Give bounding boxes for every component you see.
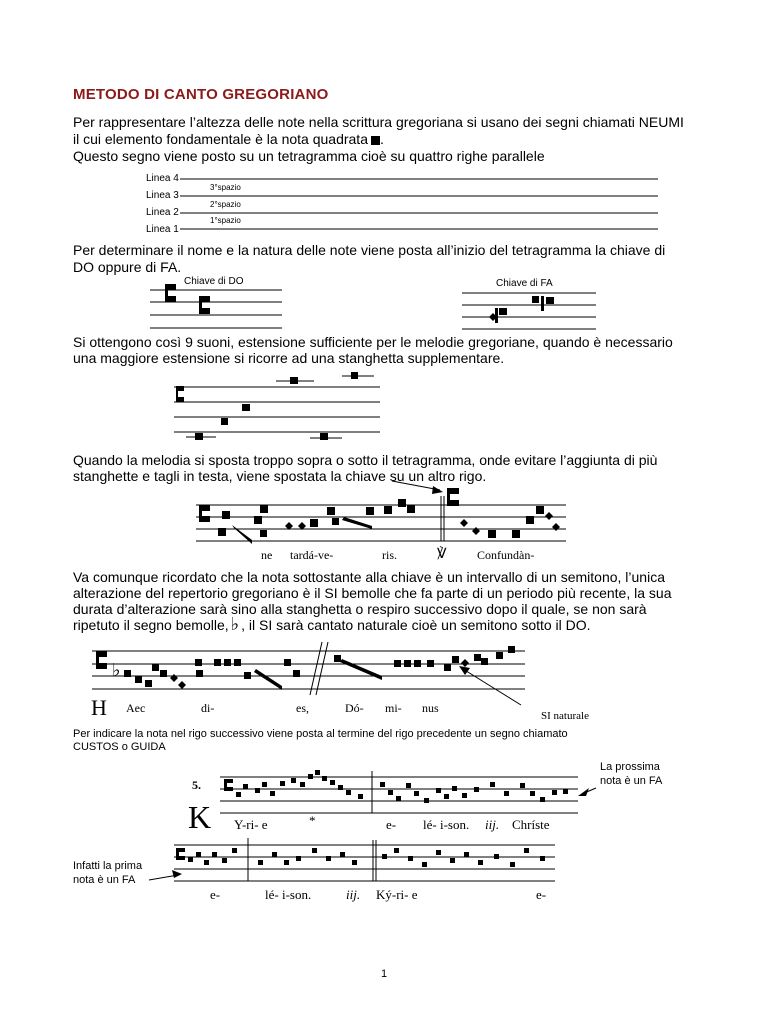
intro-line-1: Per rappresentare l’altezza delle note nella scrittura gregoriana si usano dei segni chiamati NEUMI — [73, 114, 684, 130]
intro-line-2: il cui elemento fondamentale è la nota quadrata . — [73, 131, 384, 147]
move-line-2: stanghette e tagli in testa, viene spostata la chiave su un altro rigo. — [73, 468, 487, 484]
range-line-2: una maggiore estensione si ricorre ad una stanghetta supplementare. — [73, 350, 505, 366]
flat-lyric-3: es, — [296, 701, 309, 715]
intro-line-3: Questo segno viene posto su un tetragramma cioè su quattro righe parallele — [73, 148, 545, 164]
keys-line-1: Per determinare il nome e la natura delle note viene posta all’inizio del tetragramma la chiave di — [73, 242, 666, 258]
move-lyric-2: tardá-ve- — [290, 548, 334, 562]
custos-lyric-1-4: lé- i-son. — [423, 817, 470, 832]
custos-lyric-1-1: Y-ri- e — [234, 817, 268, 832]
move-lyric-3: ris. — [382, 548, 397, 562]
fa-key-label: Chiave di FA — [496, 278, 553, 289]
do-key-label: Chiave di DO — [184, 276, 244, 287]
move-lyric-1: ne — [261, 548, 273, 562]
custos-lyric-1-2: * — [309, 813, 316, 828]
flat-lyric-6: nus — [422, 701, 439, 715]
label-linea-2: Linea 2 — [146, 207, 179, 218]
custos-lyric-2-4: Ký-ri- e — [376, 887, 418, 902]
si-naturale-label: SI naturale — [541, 710, 589, 722]
label-linea-1: Linea 1 — [146, 224, 179, 235]
flat-line-4: ripetuto il segno bemolle, ♭ , il SI sarà cantato naturale cioè un semitono sotto il DO. — [73, 614, 591, 634]
flat-lyric-1: Aec — [126, 701, 146, 715]
flat-line-3: durata d’alterazione sarà sino alla stanghetta o respiro successivo dopo il quale, se non sarà — [73, 601, 647, 617]
move-line-1: Quando la melodia si sposta troppo sopra o sotto il tetragramma, onde evitare l’aggiunta di più — [73, 452, 658, 468]
keys-line-2: DO oppure di FA. — [73, 259, 182, 275]
custos-lyric-2-5: e- — [536, 887, 547, 902]
label-linea-4: Linea 4 — [146, 173, 179, 184]
flat-sign-icon: ♭ — [230, 614, 240, 634]
custos-note-right-1: La prossima — [600, 761, 660, 773]
page-number: 1 — [381, 968, 388, 980]
move-lyric-versicle: ℣ — [437, 547, 447, 562]
range-line-1: Si ottengono così 9 suoni, estensione sufficiente per le melodie gregoriane, quando è necessario — [73, 334, 673, 350]
svg-text:♭: ♭ — [112, 660, 121, 681]
label-spazio-2: 2°spazio — [210, 200, 241, 209]
custos-note-left-2: nota è un FA — [73, 874, 136, 886]
custos-lyric-1-6: Chríste — [512, 817, 550, 832]
custos-line-1: Per indicare la nota nel rigo successivo viene posta al termine del rigo precedente un segno chiamato — [73, 728, 568, 740]
custos-lyric-2-3: iij. — [346, 887, 361, 902]
flat-lyric-4: Dó- — [345, 701, 364, 715]
custos-lyric-2-2: lé- i-son. — [265, 887, 312, 902]
custos-number: 5. — [192, 778, 201, 792]
flat-initial: H — [91, 695, 107, 720]
flat-line-2: alterazione del repertorio gregoriano è il SI bemolle che fa parte di un periodo più recente, la sua — [73, 585, 672, 601]
flat-line-1: Va comunque ricordato che la nota sottostante alla chiave è un intervallo di un semitono, l’unica — [73, 569, 665, 585]
custos-line-2: CUSTOS o GUIDA — [73, 741, 166, 753]
flat-lyric-5: mi- — [385, 701, 402, 715]
custos-lyric-2-1: e- — [210, 887, 221, 902]
custos-lyric-1-3: e- — [386, 817, 397, 832]
label-spazio-1: 1°spazio — [210, 216, 241, 225]
custos-note-right-2: nota è un FA — [600, 775, 663, 787]
move-lyric-4: Confundàn- — [477, 548, 535, 562]
label-spazio-3: 3°spazio — [210, 183, 241, 192]
custos-lyric-1-5: iij. — [485, 817, 500, 832]
document-title: METODO DI CANTO GREGORIANO — [73, 86, 329, 103]
label-linea-3: Linea 3 — [146, 190, 179, 201]
flat-lyric-2: di- — [201, 701, 215, 715]
custos-initial: K — [188, 799, 212, 835]
custos-note-left-1: Infatti la prima — [73, 860, 143, 872]
